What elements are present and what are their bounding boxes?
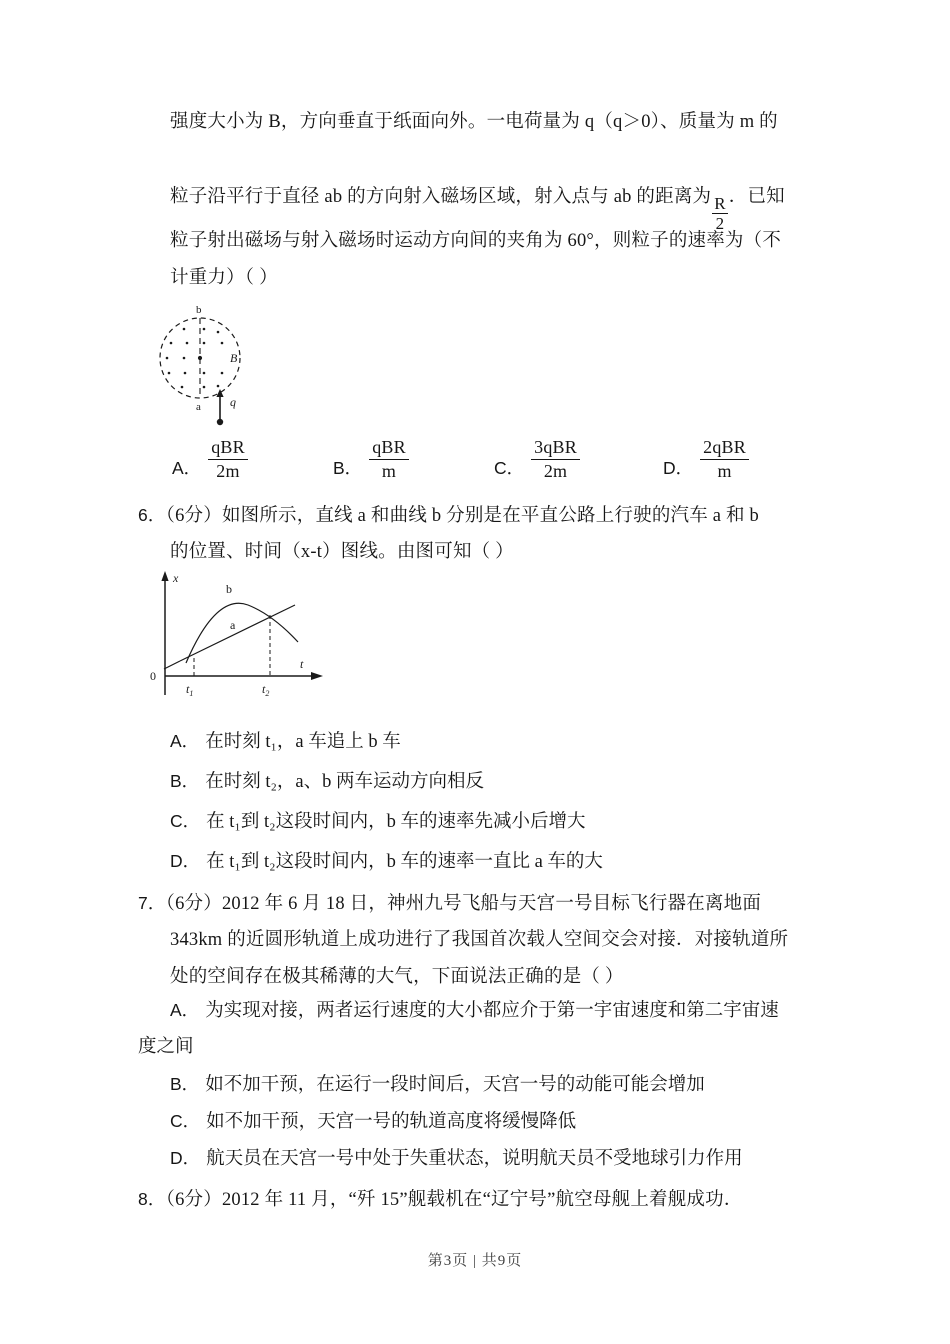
- q6-option-a-text: 在时刻 t₁，a 车追上 b 车: [205, 732, 401, 752]
- q5-stem-line2-post: ．已知: [728, 187, 785, 207]
- q7-option-c[interactable]: [170, 1106, 576, 1137]
- y-axis-label-x: x: [173, 571, 179, 585]
- q7-option-a-letter: A．: [170, 1000, 200, 1020]
- line-a: [180, 605, 295, 661]
- q6-stem-line1: [138, 496, 759, 535]
- q7-number: 7．: [138, 893, 166, 913]
- q5-option-d-letter: D．: [663, 458, 694, 479]
- q5-option-a-numerator: qBR: [208, 437, 248, 460]
- q6-stem-text1: 如图所示，直线 a 和曲线 b 分别是在平直公路上行驶的汽车 a 和 b: [221, 506, 759, 526]
- label-B-field: B: [230, 351, 238, 365]
- field-dots-out-of-page: [166, 328, 224, 389]
- position-time-graph: [138, 565, 378, 710]
- q7-option-d-text: 航天员在天宫一号中处于失重状态，说明航天员不受地球引力作用: [206, 1149, 743, 1169]
- q6-number: 6．: [138, 505, 166, 525]
- charge-velocity-arrow-head: [216, 389, 223, 397]
- q5-stem-line4: 计重力）（ ）: [170, 268, 278, 288]
- q5-option-d-denominator: m: [717, 460, 732, 481]
- q7-option-b-letter: B．: [170, 1074, 200, 1094]
- q5-stem-line1: 强度大小为 B，方向垂直于纸面向外。一电荷量为 q（q＞0）、质量为 m 的: [170, 112, 778, 132]
- q6-option-b-letter: B．: [170, 771, 200, 791]
- q5-option-c-denominator: 2m: [543, 460, 568, 481]
- q7-option-a-text: 为实现对接，两者运行速度的大小都应介于第一宇宙速度和第二宇宙速: [205, 1001, 779, 1021]
- q5-option-b[interactable]: [333, 437, 409, 481]
- q7-option-b[interactable]: [170, 1069, 705, 1100]
- q5-stem-line3: 粒子射出磁场与射入磁场时运动方向间的夹角为 60°，则粒子的速率为（不: [170, 231, 782, 251]
- q5-option-b-denominator: m: [381, 460, 397, 481]
- q6-option-a[interactable]: [170, 726, 401, 757]
- q6-option-d-letter: D．: [170, 851, 201, 871]
- tick-label-t2: $t_2$: [262, 682, 270, 698]
- curve-label-a: a: [230, 618, 236, 632]
- q6-option-d[interactable]: [170, 846, 603, 877]
- q8-stem-line1: [138, 1180, 743, 1219]
- q7-stem-line1: [138, 884, 761, 923]
- q5-option-d[interactable]: [663, 437, 749, 481]
- x-axis-arrow: [311, 672, 323, 680]
- q7-score: （6分）: [165, 894, 222, 914]
- q5-option-b-fraction: [369, 437, 409, 481]
- magnetic-field-circle-diagram: [143, 296, 343, 426]
- q5-option-b-letter: B．: [333, 458, 363, 479]
- q8-number: 8．: [138, 1189, 166, 1209]
- q6-option-a-letter: A．: [170, 731, 200, 751]
- q6-stem-line2: 的位置、时间（x‑t）图线。由图可知（ ）: [170, 542, 514, 562]
- q7-stem-line2: 343km 的近圆形轨道上成功进行了我国首次载人空间交会对接．对接轨道所: [170, 930, 789, 950]
- q8-score: （6分）: [165, 1190, 222, 1210]
- q6-score: （6分）: [165, 506, 222, 526]
- q5-option-c[interactable]: [494, 437, 580, 481]
- q5-figure: [143, 296, 343, 431]
- q5-option-a[interactable]: [172, 437, 248, 481]
- q5-radius-fraction-denominator: 2: [715, 214, 725, 234]
- y-axis-arrow: [161, 571, 168, 581]
- q7-option-a[interactable]: [170, 995, 779, 1026]
- q6-figure: [138, 565, 378, 715]
- q6-option-c-letter: C．: [170, 811, 201, 831]
- label-a: a: [196, 401, 201, 413]
- q7-option-b-text: 如不加干预，在运行一段时间后，天宫一号的动能可能会增加: [205, 1075, 705, 1095]
- q6-option-c[interactable]: [170, 806, 585, 837]
- curve-label-b: b: [226, 582, 232, 596]
- q5-option-d-fraction: [700, 437, 749, 481]
- origin-label: 0: [150, 669, 156, 683]
- tick-label-t1: $t_1$: [186, 682, 194, 698]
- line-a-extension-left: [164, 661, 180, 669]
- q7-option-a-text-line2: 度之间: [138, 1037, 194, 1057]
- q5-radius-fraction-numerator: R: [714, 194, 726, 214]
- q5-option-d-numerator: 2qBR: [700, 437, 749, 460]
- q6-option-c-text: 在 t₁到 t₂这段时间内，b 车的速率先减小后增大: [206, 812, 586, 832]
- q7-stem-text1: 2012 年 6 月 18 日，神州九号飞船与天宫一号目标飞行器在离地面: [221, 894, 762, 914]
- q6-option-b[interactable]: [170, 766, 484, 797]
- q7-option-a-continued: [138, 1032, 194, 1062]
- q5-option-c-letter: C．: [494, 458, 525, 479]
- q7-option-d[interactable]: [170, 1143, 743, 1174]
- q7-stem-line3: 处的空间存在极其稀薄的大气，下面说法正确的是（ ）: [170, 967, 624, 987]
- q5-stem-line2-pre: 粒子沿平行于直径 ab 的方向射入磁场区域，射入点与 ab 的距离为: [170, 187, 712, 207]
- label-b: b: [196, 304, 202, 316]
- q5-option-b-numerator: qBR: [369, 437, 409, 460]
- q5-option-c-numerator: 3qBR: [531, 437, 580, 460]
- label-q-charge: q: [230, 395, 236, 409]
- q7-option-c-text: 如不加干预，天宫一号的轨道高度将缓慢降低: [206, 1112, 577, 1132]
- q5-option-a-fraction: [208, 437, 248, 481]
- q5-option-a-denominator: 2m: [216, 460, 240, 481]
- q5-option-c-fraction: [531, 437, 580, 481]
- q6-option-d-text: 在 t₁到 t₂这段时间内，b 车的速率一直比 a 车的大: [206, 852, 603, 872]
- q8-stem-text1: 2012 年 11 月，“歼 15”舰载机在“辽宁号”航空母舰上着舰成功．: [221, 1190, 743, 1210]
- q7-option-d-letter: D．: [170, 1148, 201, 1168]
- charge-particle-dot: [217, 419, 223, 425]
- q6-option-b-text: 在时刻 t₂，a、b 两车运动方向相反: [205, 772, 484, 792]
- x-axis-label-t: t: [300, 657, 304, 671]
- q7-option-c-letter: C．: [170, 1111, 201, 1131]
- page-footer: 第3页 | 共9页: [427, 1253, 523, 1269]
- q5-option-a-letter: A．: [172, 458, 202, 479]
